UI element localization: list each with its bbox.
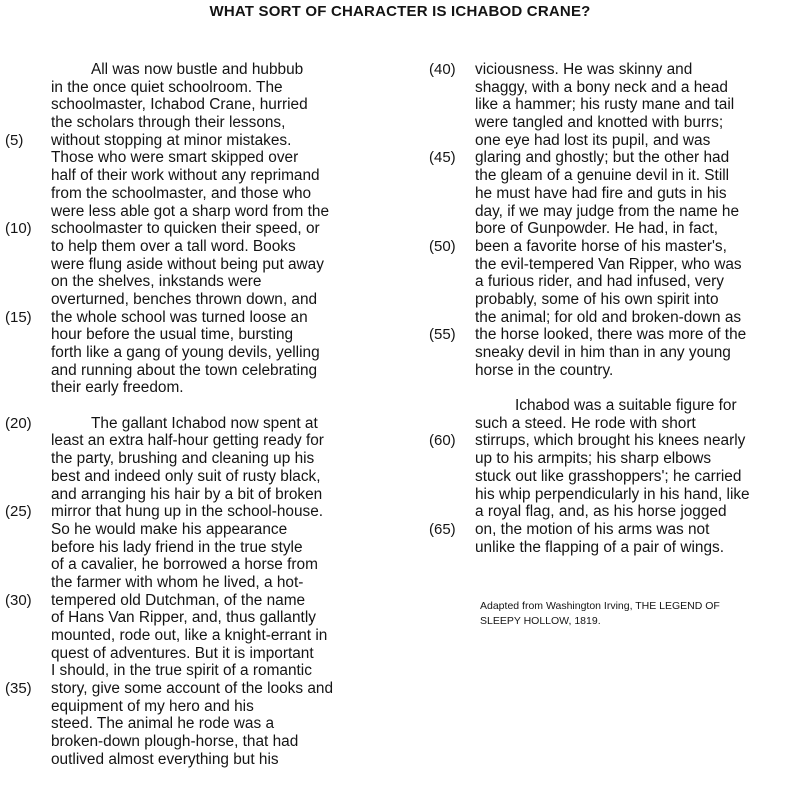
line-text: mirror that hung up in the school-house. (51, 503, 324, 521)
passage-line (51, 468, 389, 486)
passage-line (475, 309, 800, 327)
passage-line (51, 432, 389, 450)
passage-line (51, 645, 389, 663)
line-text: been a favorite horse of his master's, (475, 237, 727, 255)
line-text: hour before the usual time, bursting (51, 326, 294, 344)
passage-line (475, 185, 800, 203)
line-text: the scholars through their lessons, (51, 114, 286, 132)
passage-left-column (5, 61, 389, 769)
passage-line (51, 96, 389, 114)
passage-line (51, 751, 389, 769)
passage-line (475, 291, 800, 309)
line-text: stuck out like grasshoppers'; he carried (475, 467, 742, 485)
line-text: outlived almost everything but his (51, 750, 279, 768)
line-text: were tangled and knotted with burrs; (475, 114, 724, 132)
line-text: of Hans Van Ripper, and, thus gallantly (51, 609, 316, 627)
passage-line (51, 698, 389, 716)
line-number: (60) (429, 432, 456, 450)
line-text: day, if we may judge from the name he (475, 202, 740, 220)
passage-line (51, 256, 389, 274)
line-text: a furious rider, and had infused, very (475, 273, 724, 291)
line-text: viciousness. He was skinny and (475, 61, 693, 78)
source-attribution (480, 599, 790, 629)
passage-line (5, 591, 389, 610)
line-number: (50) (429, 237, 456, 255)
passage-line (51, 344, 389, 362)
line-text: the farmer with whom he lived, a hot- (51, 573, 304, 591)
line-text: of a cavalier, he borrowed a horse from (51, 556, 318, 574)
line-text: quest of adventures. But it is important (51, 644, 314, 662)
line-text: the evil-tempered Van Ripper, who was (475, 255, 742, 273)
line-text: up to his armpits; his sharp elbows (475, 450, 712, 468)
passage-line (51, 715, 389, 733)
line-text: unlike the flapping of a pair of wings. (475, 538, 724, 556)
passage-line (5, 503, 389, 521)
passage-line (475, 132, 800, 150)
passage-line (475, 114, 800, 132)
passage-line (475, 96, 800, 114)
passage-line (51, 61, 389, 79)
line-number: (5) (5, 131, 24, 149)
passage-line (51, 362, 389, 380)
passage-line (51, 114, 389, 132)
line-text: broken-down plough-horse, that had (51, 733, 299, 751)
line-number: (10) (5, 220, 32, 238)
line-text: All was now bustle and hubbub (91, 61, 304, 78)
passage-line (51, 291, 389, 309)
line-number: (30) (5, 591, 32, 609)
line-number: (20) (5, 414, 32, 432)
passage-line (475, 203, 800, 221)
line-text: Those who were smart skipped over (51, 149, 299, 167)
line-text: least an extra half-hour getting ready for (51, 432, 324, 450)
line-text: the party, brushing and cleaning up his (51, 450, 315, 468)
passage-line (51, 521, 389, 539)
line-text: were less able got a sharp word from the (51, 202, 330, 220)
passage-line (51, 609, 389, 627)
passage-line (51, 379, 389, 397)
passage-line (51, 326, 389, 344)
attribution-line: SLEEPY HOLLOW, 1819. (480, 615, 601, 627)
line-number: (15) (5, 308, 32, 326)
passage-line (51, 662, 389, 680)
line-text: one eye had lost its pupil, and was (475, 131, 711, 149)
line-text: horse in the country. (475, 361, 614, 379)
line-text: to help them over a tall word. Books (51, 237, 296, 255)
passage-line (475, 486, 800, 504)
passage-line (475, 468, 800, 486)
line-text: on, the motion of his arms was not (475, 520, 710, 538)
passage-line (51, 149, 389, 167)
passage-right-column (429, 61, 800, 556)
passage-line (51, 574, 389, 592)
line-text: in the once quiet schoolroom. The (51, 78, 283, 96)
line-text: The gallant Ichabod now spent at (91, 414, 318, 432)
line-text: schoolmaster to quicken their speed, or (51, 220, 320, 238)
passage-line (5, 308, 389, 327)
line-text: the gleam of a genuine devil in it. Still (475, 167, 730, 185)
attribution-line: Adapted from Washington Irving, THE LEGEND OF (480, 600, 720, 612)
line-text: his whip perpendicularly in his hand, like (475, 485, 750, 503)
passage-line (475, 415, 800, 433)
passage-line (5, 220, 389, 238)
line-text: mounted, rode out, like a knight-errant in (51, 627, 328, 644)
passage-line (475, 256, 800, 274)
passage-line (51, 539, 389, 557)
line-text: from the schoolmaster, and those who (51, 184, 312, 202)
line-text: and running about the town celebrating (51, 361, 318, 379)
passage-line (51, 79, 389, 97)
passage-line (429, 149, 800, 167)
line-text: before his lady friend in the true style (51, 538, 303, 556)
passage-line (51, 627, 389, 645)
passage-line (51, 556, 389, 574)
passage-line (475, 450, 800, 468)
line-text: a royal flag, and, as his horse jogged (475, 503, 727, 521)
passage-line (429, 61, 800, 79)
passage-line (475, 362, 800, 380)
line-text: were flung aside without being put away (51, 255, 324, 273)
passage-line (475, 397, 800, 415)
line-text: So he would make his appearance (51, 520, 288, 538)
line-text: stirrups, which brought his knees nearly (475, 432, 746, 450)
passage-line (475, 220, 800, 238)
line-text: forth like a gang of young devils, yelling (51, 344, 320, 361)
passage-line (5, 414, 389, 433)
line-number: (45) (429, 149, 456, 167)
line-text: the whole school was turned loose an (51, 308, 308, 326)
passage-line (51, 203, 389, 221)
line-text: their early freedom. (51, 379, 184, 397)
line-text: half of their work without any reprimand (51, 167, 320, 185)
passage-line (475, 273, 800, 291)
passage-line (475, 344, 800, 362)
line-text: on the shelves, inkstands were (51, 273, 262, 291)
passage-line (51, 273, 389, 291)
line-text: like a hammer; his rusty mane and tail (475, 96, 735, 114)
passage-line (51, 733, 389, 751)
passage-line (51, 450, 389, 468)
passage-line (51, 185, 389, 203)
line-number: (65) (429, 520, 456, 538)
line-text: shaggy, with a bony neck and a head (475, 78, 728, 96)
line-text: equipment of my hero and his (51, 697, 254, 715)
line-number: (35) (5, 680, 32, 698)
passage-line (51, 238, 389, 256)
passage-line (429, 326, 800, 344)
passage-line (475, 503, 800, 521)
passage-line (429, 432, 800, 450)
line-text: steed. The animal he rode was a (51, 715, 275, 733)
passage-line (5, 131, 389, 150)
passage-line (51, 486, 389, 504)
passage-line (429, 520, 800, 539)
line-text: I should, in the true spirit of a romantic (51, 662, 312, 680)
line-text: such a steed. He rode with short (475, 414, 696, 432)
line-text: glaring and ghostly; but the other had (475, 149, 730, 167)
line-text: overturned, benches thrown down, and (51, 290, 318, 308)
line-text: Ichabod was a suitable figure for (515, 397, 737, 415)
passage-line (5, 680, 389, 698)
line-text: and arranging his hair by a bit of broken (51, 485, 323, 503)
line-text: without stopping at minor mistakes. (51, 131, 292, 149)
line-number: (40) (429, 61, 456, 78)
line-text: best and indeed only suit of rusty black, (51, 467, 321, 485)
passage-line (51, 167, 389, 185)
line-text: schoolmaster, Ichabod Crane, hurried (51, 96, 308, 114)
line-text: tempered old Dutchman, of the name (51, 591, 306, 609)
page-title: WHAT SORT OF CHARACTER IS ICHABOD CRANE? (209, 3, 591, 20)
line-text: the horse looked, there was more of the (475, 326, 747, 344)
line-number: (55) (429, 326, 456, 344)
passage-line (475, 79, 800, 97)
line-number: (25) (5, 503, 32, 521)
line-text: the animal; for old and broken-down as (475, 308, 742, 326)
line-text: bore of Gunpowder. He had, in fact, (475, 220, 718, 238)
line-text: probably, some of his own spirit into (475, 290, 719, 308)
passage-line (475, 167, 800, 185)
passage-line (429, 237, 800, 256)
line-text: story, give some account of the looks and (51, 680, 334, 698)
line-text: he must have had fire and guts in his (475, 184, 727, 202)
passage-line (475, 539, 800, 557)
line-text: sneaky devil in him than in any young (475, 344, 731, 361)
